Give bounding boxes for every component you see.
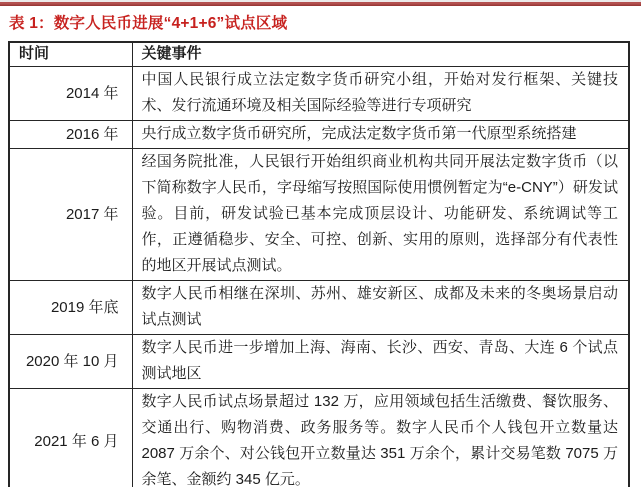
table-row — [9, 335, 629, 389]
time-cell: 2020 年 10 月 — [9, 335, 132, 389]
table-row — [9, 67, 629, 121]
event-cell: 经国务院批准，人民银行开始组织商业机构共同开展法定数字货币（以下简称数字人民币，字母缩写按照国际使用惯例暂定为“e-CNY”）研发试验。目前，研发试验已基本完成顶层设计、功能研发、系统调试等工作，正遵循稳步、安全、可控、创新、实用的原则，选择部分有代表性的地区开展试点测试。 — [132, 149, 629, 281]
timeline-table — [8, 41, 630, 487]
time-cell: 2021 年 6 月 — [9, 389, 132, 487]
time-cell: 2017 年 — [9, 149, 132, 281]
table-row — [9, 149, 629, 281]
header-row — [9, 42, 629, 67]
table-title: 表 1：数字人民币进展“4+1+6”试点区域 — [9, 15, 288, 32]
event-cell: 央行成立数字货币研究所，完成法定数字货币第一代原型系统搭建 — [132, 121, 629, 149]
header-cell-event: 关键事件 — [132, 42, 629, 67]
event-cell: 中国人民银行成立法定数字货币研究小组，开始对发行框架、关键技术、发行流通环境及相关国际经验等进行专项研究 — [132, 67, 629, 121]
table-row — [9, 281, 629, 335]
event-cell: 数字人民币试点场景超过 132 万，应用领域包括生活缴费、餐饮服务、交通出行、购物消费、政务服务等。数字人民币个人钱包开立数量达 2087 万余个、对公钱包开立数量达 351 万余个，累计交易笔数 7075 万余笔、金额约 345 亿元。 — [132, 389, 629, 487]
time-cell: 2014 年 — [9, 67, 132, 121]
table-row — [9, 389, 629, 487]
table-row — [9, 121, 629, 149]
header-rule — [0, 0, 641, 6]
event-cell: 数字人民币进一步增加上海、海南、长沙、西安、青岛、大连 6 个试点测试地区 — [132, 335, 629, 389]
time-cell: 2016 年 — [9, 121, 132, 149]
event-cell: 数字人民币相继在深圳、苏州、雄安新区、成都及未来的冬奥场景启动试点测试 — [132, 281, 629, 335]
time-cell: 2019 年底 — [9, 281, 132, 335]
header-cell-time: 时间 — [9, 42, 132, 67]
